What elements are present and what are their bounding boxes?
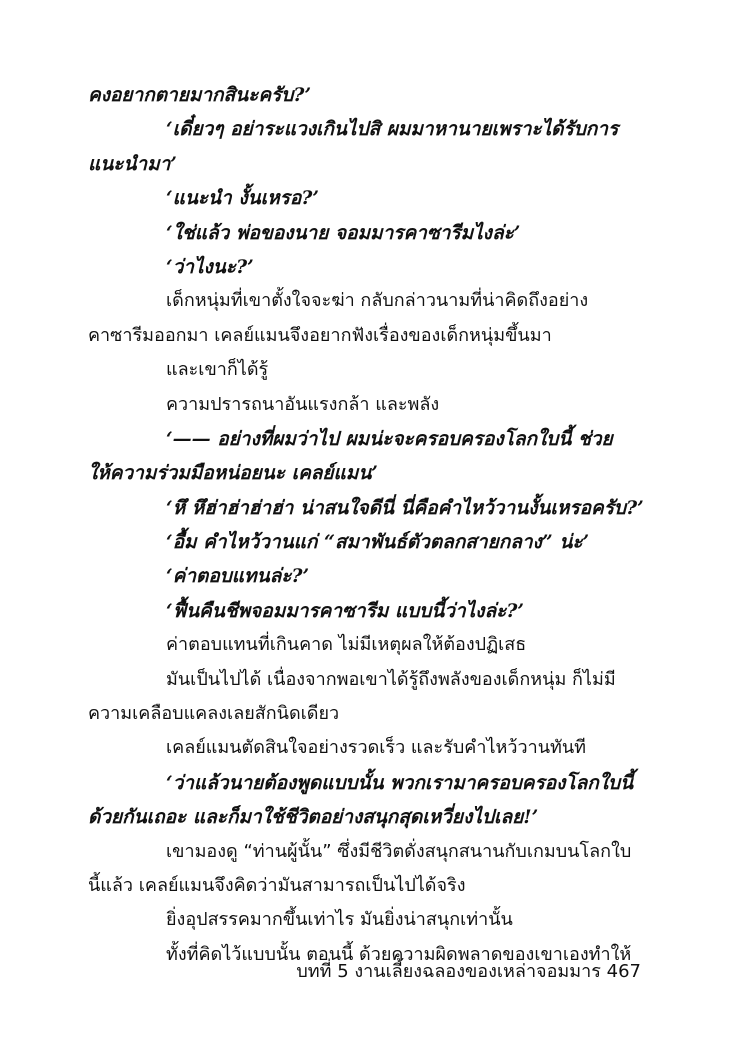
dialogue-line: ‘ว่าไงนะ?’ [166,255,254,278]
text-lines [88,78,656,972]
narration-line: เขามองดู “ท่านผู้นั้น” ซึ่งมีชีวิตดั่งสนุกสนานกับเกมบนโลกใบ [166,840,632,862]
narration-line: เด็กหนุ่มที่เขาตั้งใจจะฆ่า กลับกล่าวนามที่น่าคิดถึงอย่าง [166,290,589,312]
running-footer: บทที่ 5 งานเลี้ยงฉลองของเหล่าจอมมาร 467 [296,961,641,982]
dialogue-line: ‘อื้ม คำไหว้วานแก่ “สมาพันธ์ตัวตลกสายกลาง” น่ะ’ [166,531,590,554]
page-body [88,78,656,972]
dialogue-line: ‘ค่าตอบแทนล่ะ?’ [166,565,310,588]
dialogue-line: ‘—— อย่างที่ผมว่าไป ผมน่ะจะครอบครองโลกใบนี้ ช่วย [166,427,613,450]
narration-line: เคลย์แมนตัดสินใจอย่างรวดเร็ว และรับคำไหว้วานทันที [166,737,587,759]
narration-line: และเขาก็ได้รู้ [166,359,269,381]
narration-line: นี้แล้ว เคลย์แมนจึงคิดว่ามันสามารถเป็นไปได้จริง [88,874,466,896]
narration-line: ค่าตอบแทนที่เกินคาด ไม่มีเหตุผลให้ต้องปฏิเสธ [166,634,527,656]
narration-line: ทั้งที่คิดไว้แบบนั้น ตอนนี้ ด้วยความผิดพลาดของเขาเองทำให้ [166,943,632,965]
dialogue-line: ‘ว่าแล้วนายต้องพูดแบบนั้น พวกเรามาครอบครองโลกใบนี้ [166,771,634,794]
dialogue-line: ‘ใช่แล้ว พ่อของนาย จอมมารคาซารีมไงล่ะ’ [166,221,521,244]
narration-line: ความเคลือบแคลงเลยสักนิดเดียว [88,703,340,725]
dialogue-line: ‘หึ หึฮ่าฮ่าฮ่าฮ่า น่าสนใจดีนี่ นี่คือคำไหว้วานงั้นเหรอครับ?’ [166,496,644,519]
dialogue-line: แนะนำมา’ [88,152,177,175]
narration-line: ยิ่งอุปสรรคมากขึ้นเท่าไร มันยิ่งน่าสนุกเท่านั้น [166,909,513,931]
dialogue-line: ให้ความร่วมมือหน่อยนะ เคลย์แมน’ [88,462,378,485]
narration-line: มันเป็นไปได้ เนื่องจากพอเขาได้รู้ถึงพลังของเด็กหนุ่ม ก็ไม่มี [166,668,616,690]
narration-line: คาซารีมออกมา เคลย์แมนจึงอยากฟังเรื่องของเด็กหนุ่มขึ้นมา [88,324,552,346]
dialogue-line: ด้วยกันเถอะ และก็มาใช้ชีวิตอย่างสนุกสุดเหวี่ยงไปเลย!’ [88,806,539,829]
narration-line: ความปรารถนาอันแรงกล้า และพลัง [166,393,440,415]
dialogue-line: คงอยากตายมากสินะครับ?’ [88,84,312,106]
dialogue-line: ‘แนะนำ งั้นเหรอ?’ [166,187,319,210]
dialogue-line: ‘เดี๋ยวๆ อย่าระแวงเกินไปสิ ผมมาหานายเพราะได้รับการ [166,118,619,141]
dialogue-line: ‘ฟื้นคืนชีพจอมมารคาซารีม แบบนี้ว่าไงล่ะ?’ [166,599,525,622]
